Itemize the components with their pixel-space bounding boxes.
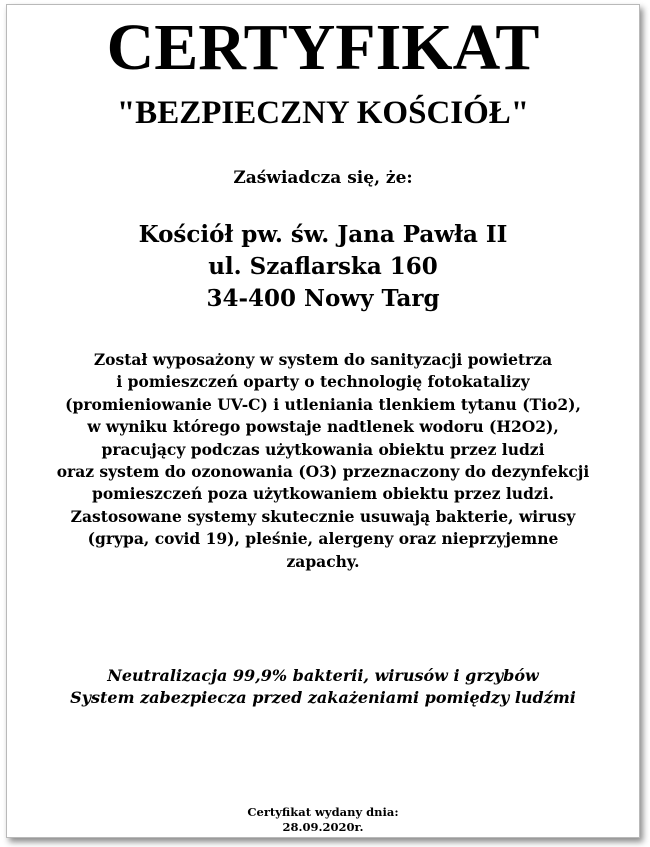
body-line: Został wyposażony w system do sanityzacji powietrza xyxy=(93,350,553,369)
issue-date-label: Certyfikat wydany dnia: xyxy=(247,805,399,819)
body-line: Zastosowane systemy skutecznie usuwają bakterie, wirusy xyxy=(70,506,576,526)
certificate-title: CERTYFIKAT xyxy=(106,11,540,84)
highlight-line-neutralization: Neutralizacja 99,9% bakterii, wirusów i grzybów xyxy=(107,666,539,685)
body-line: zapachy. xyxy=(286,551,360,571)
body-line: (promieniowanie UV-C) i utleniania tlenkiem tytanu (Tio2), xyxy=(65,394,581,414)
address-line-church: Kościół pw. św. Jana Pawła II xyxy=(138,221,508,248)
issue-date-value: 28.09.2020r. xyxy=(282,820,364,834)
certificate-page xyxy=(6,4,640,838)
certificate-subtitle: "BEZPIECZNY KOŚCIÓŁ" xyxy=(116,95,530,131)
body-line: oraz system do ozonowania (O3) przeznaczony do dezynfekcji xyxy=(56,462,590,482)
address-line-city: 34-400 Nowy Targ xyxy=(206,285,440,312)
highlight-line-protection: System zabezpiecza przed zakażeniami pomiędzy ludźmi xyxy=(70,688,576,707)
body-line: w wyniku którego powstaje nadtlenek wodoru (H2O2), xyxy=(87,417,559,437)
certificate-highlights xyxy=(7,665,639,709)
address-line-street: ul. Szaflarska 160 xyxy=(208,253,438,280)
attestation-intro: Zaświadcza się, że: xyxy=(233,168,413,188)
issue-date-block xyxy=(7,805,639,835)
body-line: pracujący podczas użytkowania obiektu przez ludzi xyxy=(101,439,545,459)
recipient-address xyxy=(7,219,639,315)
certificate-body xyxy=(7,349,639,573)
body-line: (grypa, covid 19), pleśnie, alergeny oraz nieprzyjemne xyxy=(87,529,559,549)
body-line: pomieszczeń poza użytkowaniem obiektu przez ludzi. xyxy=(92,484,554,504)
body-line: i pomieszczeń oparty o technologię fotokatalizy xyxy=(116,372,530,392)
